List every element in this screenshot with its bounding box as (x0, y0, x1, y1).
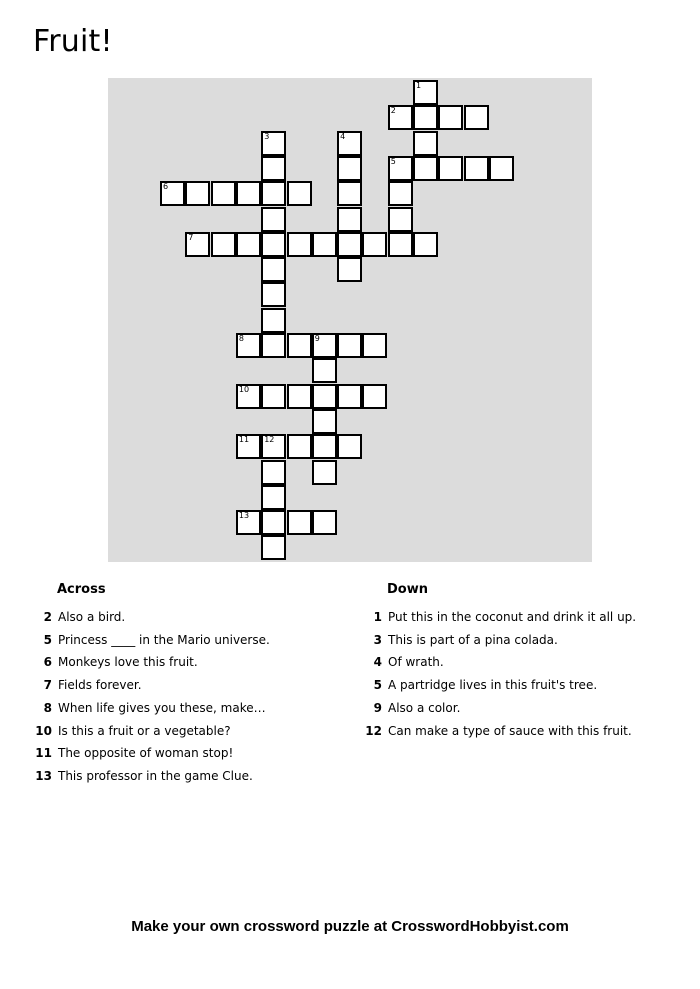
grid-cell[interactable] (287, 434, 312, 459)
grid-cell[interactable] (287, 333, 312, 358)
clue-text: Fields forever. (58, 678, 142, 693)
grid-cell[interactable] (438, 156, 463, 181)
grid-cell[interactable] (337, 207, 362, 232)
grid-cell[interactable] (413, 105, 438, 130)
grid-cell[interactable] (261, 308, 286, 333)
grid-cell[interactable] (312, 232, 337, 257)
grid-cell[interactable] (312, 384, 337, 409)
grid-cell[interactable] (337, 333, 362, 358)
grid-cell[interactable] (261, 384, 286, 409)
grid-cell[interactable] (438, 105, 463, 130)
clue-number: 6 (43, 655, 52, 670)
grid-cell[interactable] (413, 131, 438, 156)
grid-cell[interactable] (261, 535, 286, 560)
clue-number: 10 (238, 384, 250, 394)
clue-number: 11 (238, 435, 250, 445)
grid-cell[interactable] (261, 181, 286, 206)
clue-number: 6 (163, 182, 169, 192)
clue-text: Also a color. (388, 700, 461, 715)
grid-cell[interactable] (337, 384, 362, 409)
grid-cell[interactable] (261, 156, 286, 181)
grid-cell[interactable] (236, 181, 261, 206)
grid-cell[interactable] (312, 434, 337, 459)
grid-cell[interactable] (261, 282, 286, 307)
grid-cell[interactable] (312, 510, 337, 535)
grid-cell[interactable] (261, 333, 286, 358)
grid-cell[interactable] (337, 257, 362, 282)
clue-number: 3 (373, 632, 382, 647)
grid-cell[interactable] (362, 232, 387, 257)
clue-number: 4 (373, 655, 382, 670)
grid-cell[interactable] (261, 485, 286, 510)
grid-cell[interactable] (312, 358, 337, 383)
clue-text: Princess ____ in the Mario universe. (58, 632, 270, 647)
clue-number: 7 (43, 678, 52, 693)
clue-number: 1 (416, 81, 422, 90)
across-heading: Across (57, 582, 106, 597)
clue-number: 13 (238, 511, 250, 521)
grid-cell[interactable] (185, 181, 210, 206)
down-heading: Down (387, 582, 428, 597)
grid-cell[interactable] (388, 207, 413, 232)
grid-cell[interactable] (464, 105, 489, 130)
clue-number: 4 (340, 131, 346, 141)
grid-cell[interactable] (388, 181, 413, 206)
clue-text: A partridge lives in this fruit's tree. (388, 678, 598, 693)
clue-text: Is this a fruit or a vegetable? (58, 723, 231, 738)
grid-cell[interactable] (261, 460, 286, 485)
clue-number: 8 (43, 700, 52, 715)
grid-cell[interactable] (413, 232, 438, 257)
grid-cell[interactable] (211, 232, 236, 257)
clue-number: 11 (35, 746, 52, 761)
clue-number: 5 (373, 678, 382, 693)
grid-cell[interactable] (337, 156, 362, 181)
clue-number: 8 (238, 334, 244, 343)
clue-number: 9 (314, 334, 320, 343)
clue-number: 10 (35, 723, 52, 738)
clue-text: Put this in the coconut and drink it all up. (388, 610, 637, 624)
grid-cell[interactable] (312, 409, 337, 434)
clue-text: Monkeys love this fruit. (58, 655, 198, 670)
grid-cell[interactable] (261, 510, 286, 535)
clue-text: Also a bird. (58, 610, 126, 624)
grid-cell[interactable] (287, 232, 312, 257)
clue-number: 9 (373, 700, 382, 715)
clue-number: 1 (373, 610, 382, 624)
grid-cell[interactable] (287, 384, 312, 409)
clue-number: 12 (365, 723, 382, 738)
clue-number: 2 (43, 610, 52, 624)
clue-number: 2 (390, 106, 396, 116)
clue-number: 5 (390, 156, 396, 166)
grid-cell[interactable] (362, 333, 387, 358)
footer-credit: Make your own crossword puzzle at CrosswordHobbyist.com (131, 918, 569, 935)
grid-cell[interactable] (261, 232, 286, 257)
grid-cell[interactable] (362, 384, 387, 409)
clue-text: The opposite of woman stop! (58, 746, 234, 761)
grid-cell[interactable] (489, 156, 514, 181)
grid-cell[interactable] (337, 232, 362, 257)
grid-cell[interactable] (337, 181, 362, 206)
grid-cell[interactable] (413, 156, 438, 181)
page-title: Fruit! (33, 24, 113, 59)
grid-cell[interactable] (388, 232, 413, 257)
clue-text: When life gives you these, make… (58, 700, 266, 715)
grid-cell[interactable] (464, 156, 489, 181)
clue-number: 13 (35, 768, 52, 783)
grid-cell[interactable] (236, 232, 261, 257)
grid-cell[interactable] (337, 434, 362, 459)
grid-cell[interactable] (312, 460, 337, 485)
grid-cell[interactable] (261, 207, 286, 232)
clue-number: 7 (188, 232, 194, 242)
clue-number: 3 (264, 131, 270, 141)
grid-cell[interactable] (211, 181, 236, 206)
grid-cell[interactable] (287, 510, 312, 535)
clue-number: 12 (264, 435, 275, 445)
clue-text: This is part of a pina colada. (388, 632, 558, 647)
grid-cell[interactable] (261, 257, 286, 282)
clue-text: This professor in the game Clue. (58, 768, 253, 783)
grid-cell[interactable] (287, 181, 312, 206)
clue-text: Can make a type of sauce with this fruit. (388, 723, 632, 738)
clue-text: Of wrath. (388, 655, 444, 670)
clue-number: 5 (43, 632, 52, 647)
